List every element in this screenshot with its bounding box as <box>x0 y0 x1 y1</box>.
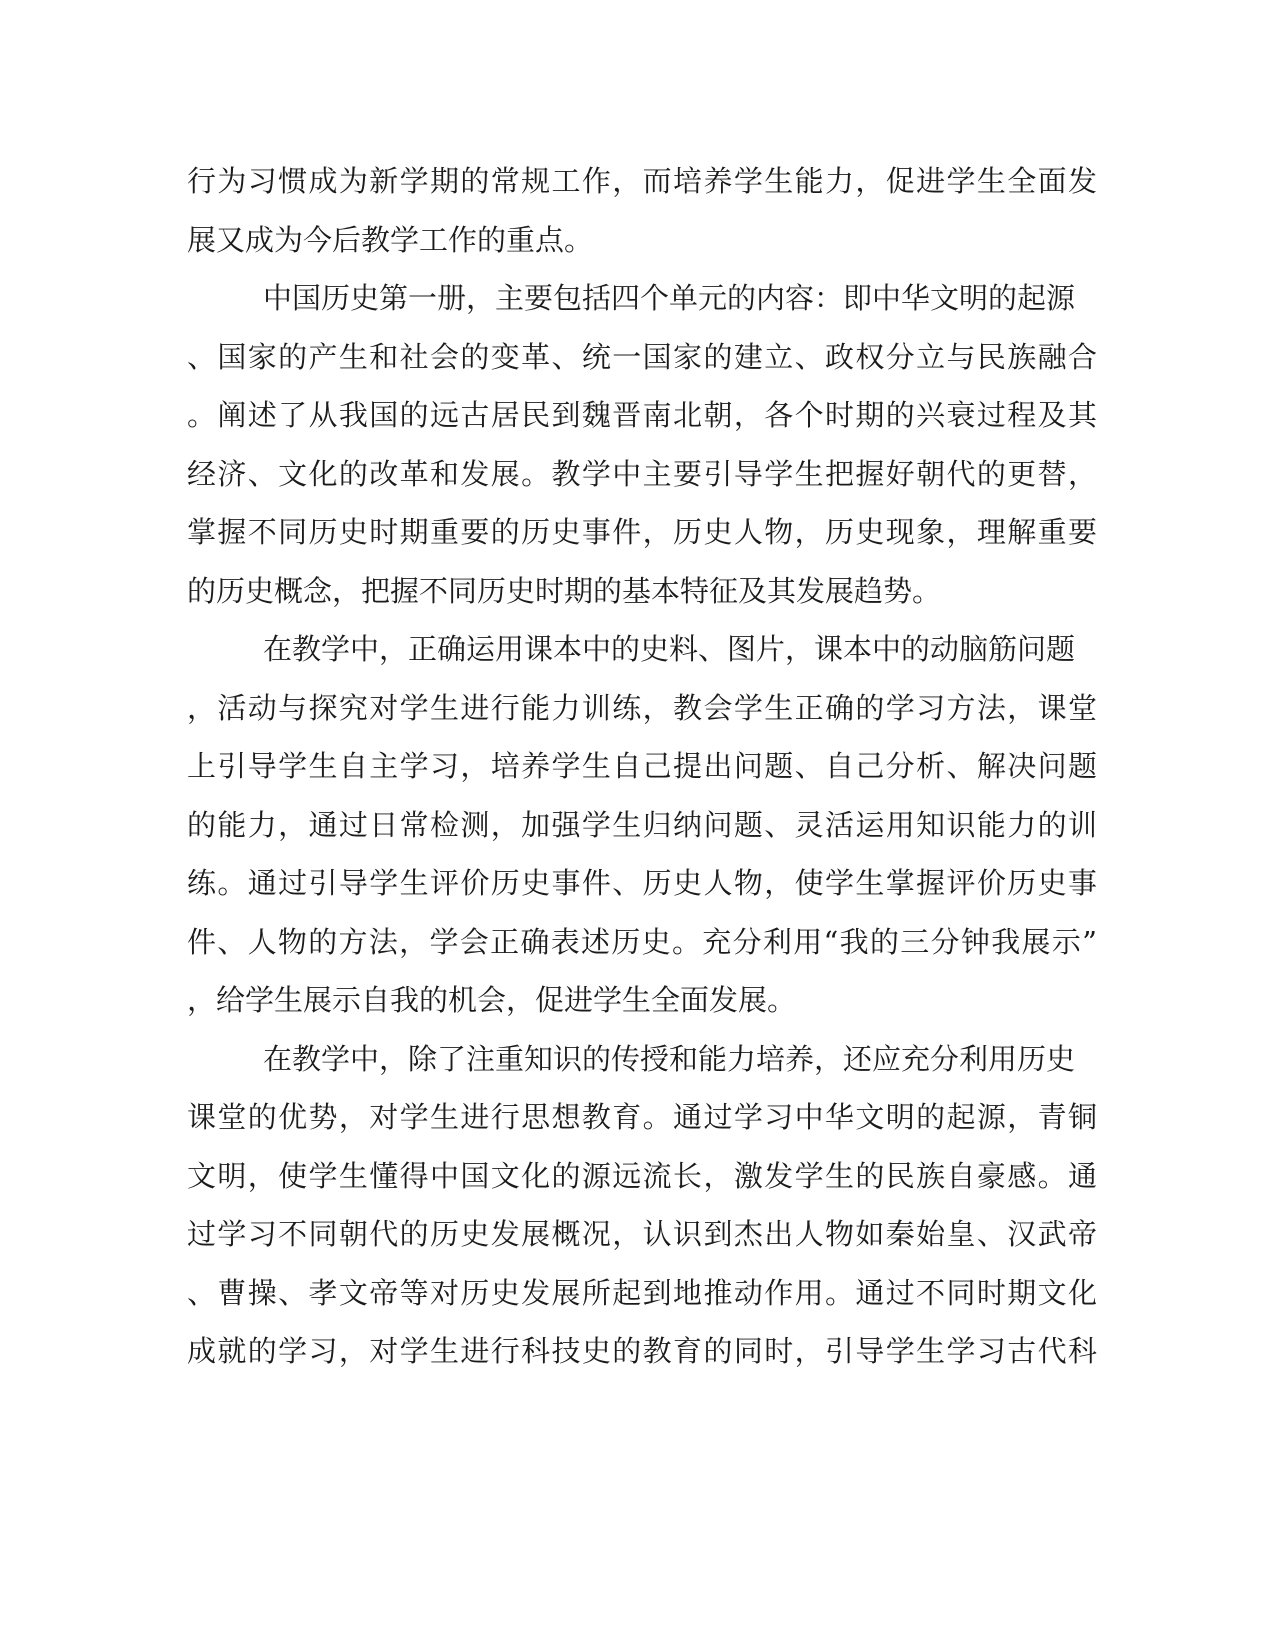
text-line: 成就的学习，对学生进行科技史的教育的同时，引导学生学习古代科 <box>187 1334 1097 1368</box>
text-line: 掌握不同历史时期重要的历史事件，历史人物，历史现象，理解重要 <box>187 515 1097 549</box>
text-line: 、曹操、孝文帝等对历史发展所起到地推动作用。通过不同时期文化 <box>187 1276 1097 1310</box>
text-line: 课堂的优势，对学生进行思想教育。通过学习中华文明的起源，青铜 <box>187 1100 1097 1134</box>
text-line: 经济、文化的改革和发展。教学中主要引导学生把握好朝代的更替， <box>187 457 1097 491</box>
text-line: 文明，使学生懂得中国文化的源远流长，激发学生的民族自豪感。通 <box>187 1159 1097 1193</box>
text-line: 。阐述了从我国的远古居民到魏晋南北朝，各个时期的兴衰过程及其 <box>187 398 1097 432</box>
text-line: ，活动与探究对学生进行能力训练，教会学生正确的学习方法，课堂 <box>187 691 1097 725</box>
text-line: 在教学中，正确运用课本中的史料、图片，课本中的动脑筋问题 <box>263 632 1076 666</box>
text-line: 中国历史第一册，主要包括四个单元的内容：即中华文明的起源 <box>263 281 1076 315</box>
text-line: 件、人物的方法，学会正确表述历史。充分利用“我的三分钟我展示” <box>187 925 1097 959</box>
text-line: 的历史概念，把握不同历史时期的基本特征及其发展趋势。 <box>187 574 942 608</box>
text-line: 过学习不同朝代的历史发展概况，认识到杰出人物如秦始皇、汉武帝 <box>187 1217 1097 1251</box>
text-line: 展又成为今后教学工作的重点。 <box>187 223 594 257</box>
text-line: 行为习惯成为新学期的常规工作，而培养学生能力，促进学生全面发 <box>187 164 1097 198</box>
text-line: ，给学生展示自我的机会，促进学生全面发展。 <box>187 983 797 1017</box>
text-line: 的能力，通过日常检测，加强学生归纳问题、灵活运用知识能力的训 <box>187 808 1097 842</box>
text-line: 在教学中，除了注重知识的传授和能力培养，还应充分利用历史 <box>263 1042 1076 1076</box>
text-line: 上引导学生自主学习，培养学生自己提出问题、自己分析、解决问题 <box>187 749 1097 783</box>
text-line: 、国家的产生和社会的变革、统一国家的建立、政权分立与民族融合 <box>187 340 1097 374</box>
text-line: 练。通过引导学生评价历史事件、历史人物，使学生掌握评价历史事 <box>187 866 1097 900</box>
